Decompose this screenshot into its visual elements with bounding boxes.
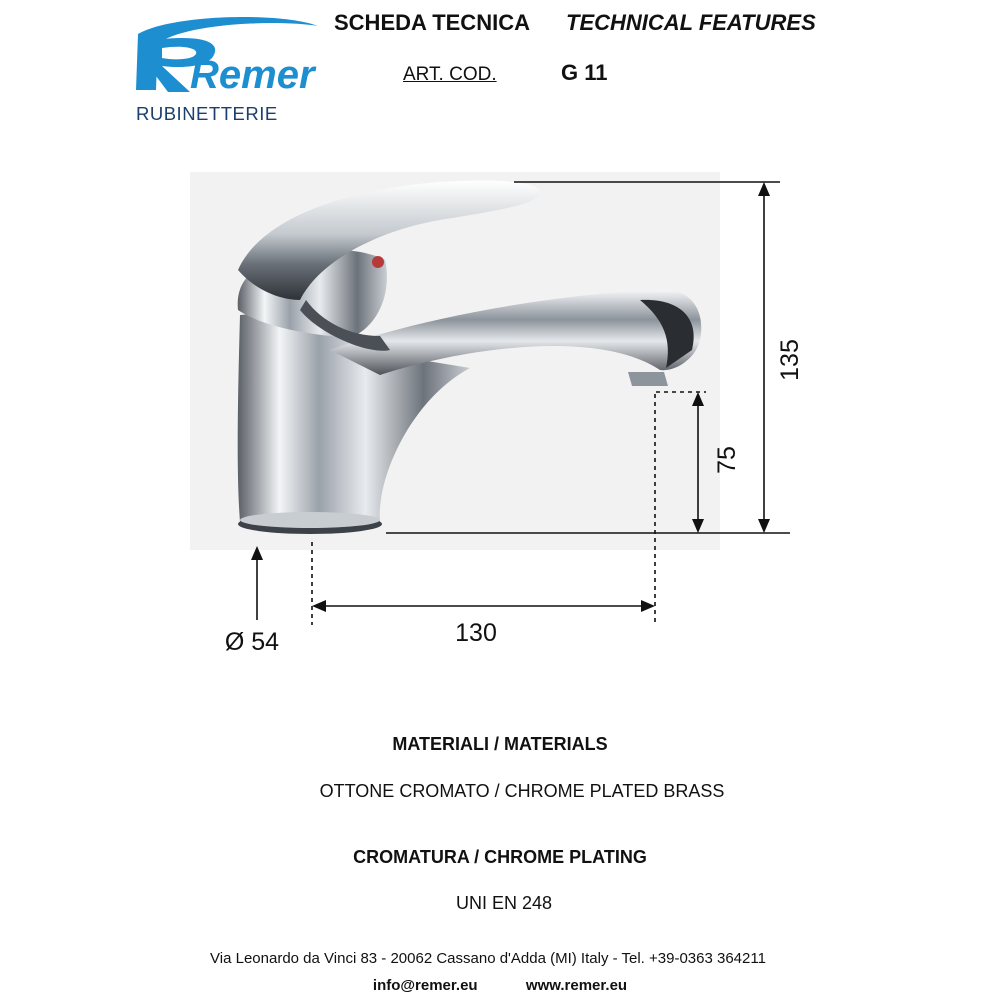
footer-website-link[interactable]: www.remer.eu (525, 977, 628, 994)
technical-drawing (0, 150, 1000, 670)
materials-heading: MATERIALI / MATERIALS (392, 734, 608, 754)
materials-value: OTTONE CROMATO / CHROME PLATED BRASS (319, 781, 725, 801)
logo-wordmark: Remer (190, 53, 315, 97)
dimension-base-diameter: Ø 54 (224, 628, 280, 656)
footer-address: Via Leonardo da Vinci 83 - 20062 Cassano d'Adda (MI) Italy - Tel. +39-0363 364211 (210, 950, 766, 967)
title-italian: SCHEDA TECNICA (334, 10, 530, 35)
article-code: G 11 (561, 60, 608, 85)
footer-contacts (0, 977, 1000, 994)
dimension-total-height: 135 (776, 339, 804, 381)
plating-value: UNI EN 248 (455, 893, 553, 913)
plating-heading: CROMATURA / CHROME PLATING (353, 847, 647, 867)
footer-email-link[interactable]: info@remer.eu (372, 977, 478, 994)
dimension-spout-height: 75 (713, 446, 741, 474)
dimension-reach: 130 (455, 619, 497, 647)
title-english: TECHNICAL FEATURES (566, 10, 816, 35)
remer-logo (132, 12, 322, 124)
logo-subtitle: RUBINETTERIE (136, 103, 278, 124)
article-code-label: ART. COD. (403, 64, 497, 85)
